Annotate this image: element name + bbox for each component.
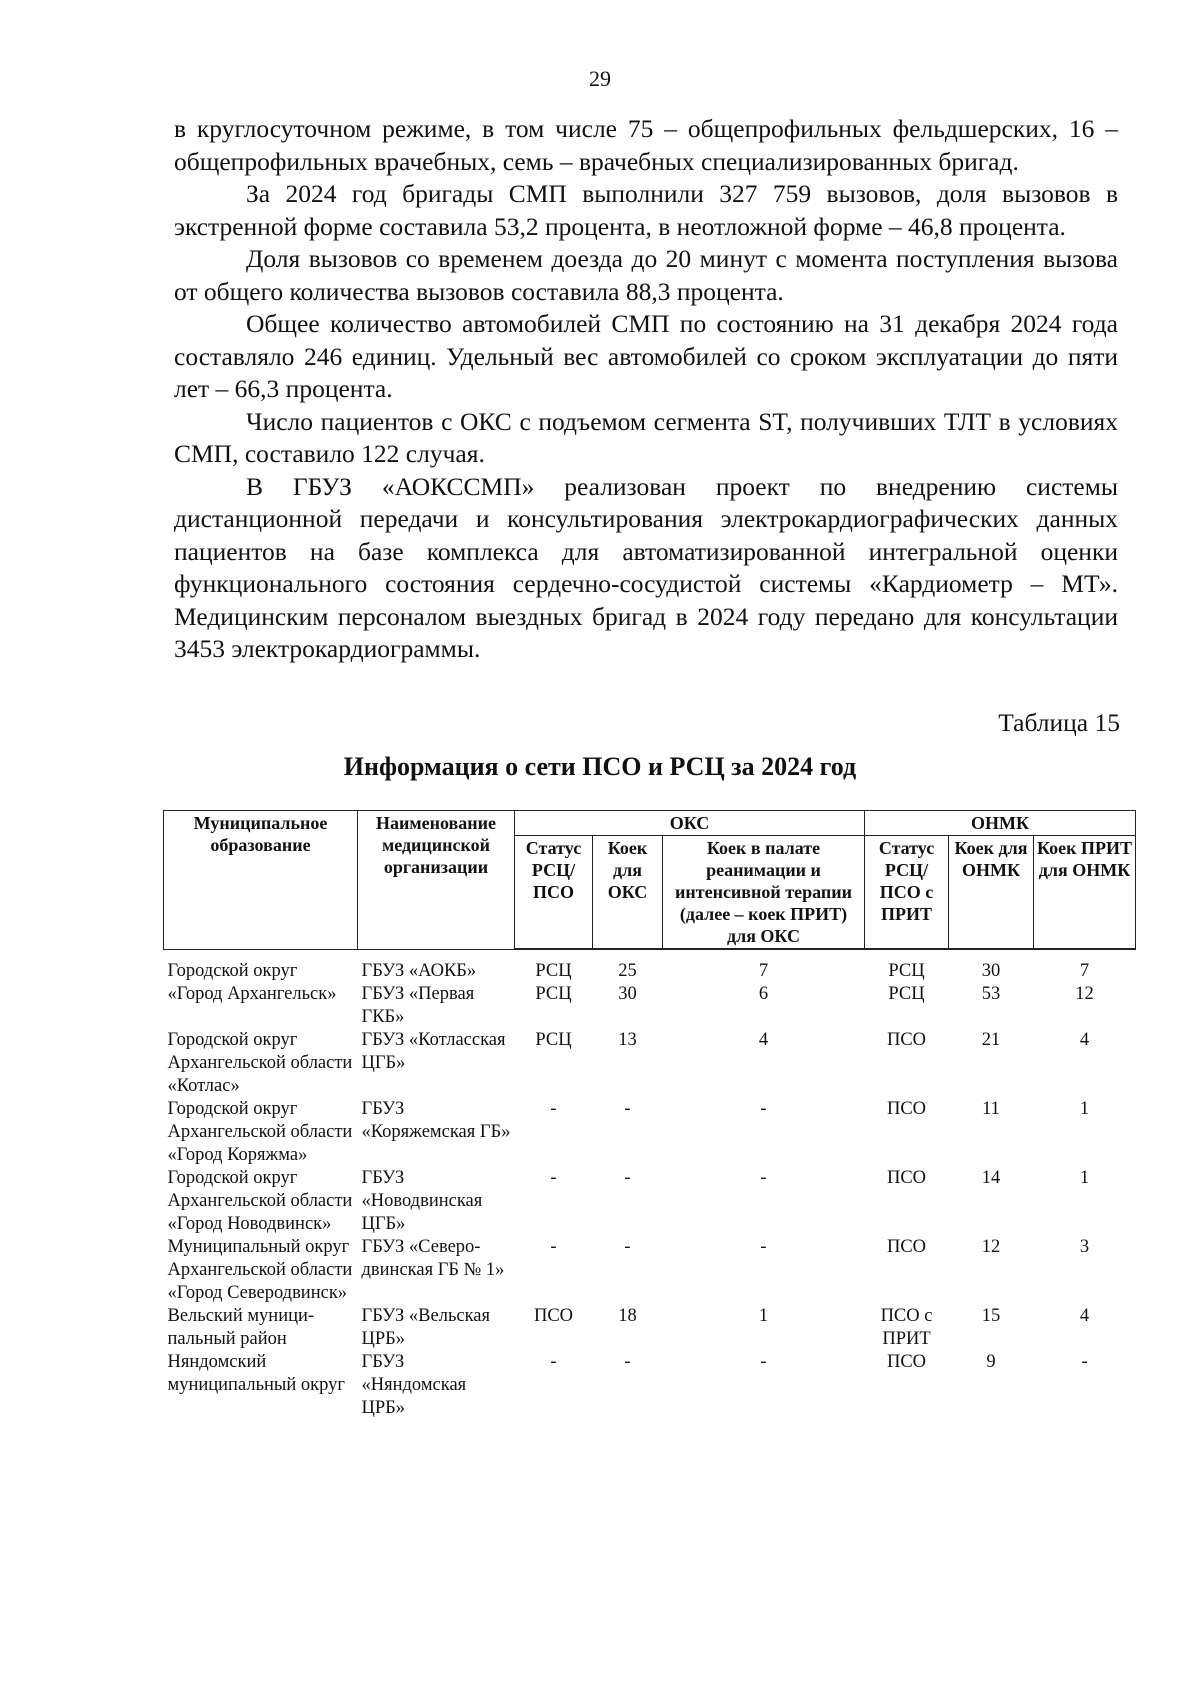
cell-oks-status: - <box>550 1237 557 1257</box>
cell-oks-beds: 13 <box>618 1030 637 1050</box>
table-row <box>164 1029 1136 1098</box>
cell-oks-status: РСЦ <box>535 1030 572 1050</box>
paragraph: За 2024 год бригады СМП выполнили 327 759 вызовов, доля вызовов в экстренной форме составила 53,2 процента, в неотложной форме – 46,8 процента. <box>174 179 1118 241</box>
paragraph: Общее количество автомобилей СМП по состоянию на 31 декабря 2024 года составляло 246 единиц. Удельный вес автомобилей со сроком эксплуатации до пяти лет – 66,3 процента. <box>174 309 1118 403</box>
cell-onmk-beds: 53 <box>981 984 1001 1004</box>
cell-onmk-beds: 12 <box>981 1237 1001 1257</box>
cell-municipality: Городской округ Архангельской области «Котлас» <box>167 1030 353 1096</box>
cell-onmk-beds: 21 <box>981 1030 1001 1050</box>
paragraph: В ГБУЗ «АОКССМП» реализован проект по внедрению системы дистанционной передачи и консультирования электрокардиографических данных пациентов на базе комплекса для автоматизированной интегральной оценки функционального состояния сердечно-сосудистой системы «Кардиометр – МТ». Медицинским персоналом выездных бригад в 2024 году передано для консультации 3453 электрокардиограммы. <box>174 471 1118 663</box>
table-label: Таблица 15 <box>998 708 1120 737</box>
cell-municipality: Няндомский муниципальный округ <box>167 1352 345 1395</box>
cell-organization: ГБУЗ «Первая ГКБ» <box>361 984 475 1027</box>
header-oks-group: ОКС <box>515 811 865 836</box>
header-onmk-group: ОНМК <box>865 811 1136 836</box>
cell-oks-beds: 30 <box>618 984 637 1004</box>
cell-oks-status: ПСО <box>533 1306 574 1326</box>
cell-oks-status: - <box>550 1352 557 1372</box>
cell-oks-beds: - <box>624 1352 631 1372</box>
table-row <box>164 1305 1136 1351</box>
cell-oks-icu-beds: 4 <box>758 1030 769 1050</box>
cell-onmk-status: ПСО <box>886 1168 927 1188</box>
cell-organization: ГБУЗ «Северо-двинская ГБ № 1» <box>361 1237 505 1280</box>
cell-organization: ГБУЗ «Няндомская ЦРБ» <box>361 1352 467 1418</box>
cell-oks-icu-beds: - <box>760 1099 767 1119</box>
table-title: Информация о сети ПСО и РСЦ за 2024 год <box>343 752 857 781</box>
header-oks-icu-beds: Коек в палате реанимации и интенсивной терапии (далее – коек ПРИТ) для ОКС <box>663 836 865 950</box>
cell-oks-icu-beds: - <box>760 1352 767 1372</box>
cell-oks-beds: - <box>624 1237 631 1257</box>
header-onmk-icu-beds: Коек ПРИТ для ОНМК <box>1034 836 1136 950</box>
cell-onmk-beds: 15 <box>981 1306 1001 1326</box>
cell-municipality: Муниципальный округ Архангельской области «Город Северодвинск» <box>167 1237 353 1303</box>
cell-onmk-beds: 14 <box>981 1168 1001 1188</box>
cell-onmk-icu-beds: 12 <box>1075 984 1094 1004</box>
cell-oks-icu-beds: - <box>760 1168 767 1188</box>
table-row <box>164 1236 1136 1305</box>
cell-onmk-beds: 9 <box>986 1352 996 1372</box>
cell-oks-beds: - <box>624 1168 631 1188</box>
cell-onmk-icu-beds: 4 <box>1079 1306 1090 1326</box>
cell-organization: ГБУЗ «Котласская ЦГБ» <box>361 1030 506 1073</box>
cell-municipality: Городской округ «Город Архангельск» <box>167 960 337 1004</box>
cell-municipality: Городской округ Архангельской области «Город Коряжма» <box>167 1099 353 1165</box>
cell-onmk-status: ПСО <box>886 1237 927 1257</box>
cell-organization: ГБУЗ «Вельская ЦРБ» <box>361 1306 491 1349</box>
cell-onmk-status: ПСО <box>886 1099 927 1119</box>
cell-oks-icu-beds: 6 <box>758 984 769 1004</box>
cell-organization: ГБУЗ «Новодвинская ЦГБ» <box>361 1168 483 1234</box>
cell-oks-icu-beds: 1 <box>758 1306 769 1326</box>
cell-onmk-icu-beds: 4 <box>1079 1030 1090 1050</box>
cell-onmk-status: РСЦ <box>888 984 925 1004</box>
cell-onmk-status: ПСО с ПРИТ <box>880 1306 933 1349</box>
table-row <box>164 1098 1136 1167</box>
paragraph: Число пациентов с ОКС с подъемом сегмента ST, получивших ТЛТ в условиях СМП, составило 122 случая. <box>174 406 1118 468</box>
pso-rsc-table <box>163 810 1136 1420</box>
table-row <box>164 949 1136 983</box>
header-oks-beds: Коек для ОКС <box>593 836 663 950</box>
cell-municipality: Городской округ Архангельской области «Город Новодвинск» <box>167 1168 353 1234</box>
cell-onmk-icu-beds: 7 <box>1079 961 1090 981</box>
page-number: 29 <box>589 66 611 91</box>
cell-organization: ГБУЗ «АОКБ» <box>361 960 477 981</box>
cell-onmk-icu-beds: 1 <box>1079 1168 1090 1188</box>
cell-oks-beds: 18 <box>618 1306 637 1326</box>
cell-oks-icu-beds: - <box>760 1237 767 1257</box>
cell-oks-status: - <box>550 1099 557 1119</box>
paragraph: Доля вызовов со временем доезда до 20 минут с момента поступления вызова от общего количества вызовов составила 88,3 процента. <box>174 244 1118 306</box>
cell-onmk-icu-beds: - <box>1081 1352 1088 1372</box>
cell-onmk-beds: 11 <box>982 1099 1000 1119</box>
header-organization: Наименование медицинской организации <box>358 811 515 950</box>
table-row <box>164 1167 1136 1236</box>
paragraph: в круглосуточном режиме, в том числе 75 – общепрофильных фельдшерских, 16 – общепрофильных врачебных, семь – врачебных специализированных бригад. <box>174 114 1118 176</box>
header-onmk-status: Статус РСЦ/ ПСО с ПРИТ <box>865 836 949 950</box>
cell-onmk-icu-beds: 1 <box>1079 1099 1090 1119</box>
cell-onmk-status: ПСО <box>886 1352 927 1372</box>
cell-onmk-status: РСЦ <box>888 961 925 981</box>
cell-oks-beds: - <box>624 1099 631 1119</box>
cell-oks-status: РСЦ <box>535 984 572 1004</box>
cell-oks-status: РСЦ <box>535 961 572 981</box>
cell-onmk-icu-beds: 3 <box>1079 1237 1090 1257</box>
cell-municipality: Вельский муници-пальный район <box>167 1306 315 1349</box>
cell-oks-status: - <box>550 1168 557 1188</box>
header-onmk-beds: Коек для ОНМК <box>949 836 1034 950</box>
cell-onmk-beds: 30 <box>981 961 1001 981</box>
cell-oks-icu-beds: 7 <box>758 961 769 981</box>
cell-oks-beds: 25 <box>618 961 637 981</box>
cell-onmk-status: ПСО <box>886 1030 927 1050</box>
table-row <box>164 1351 1136 1420</box>
header-oks-status: Статус РСЦ/ ПСО <box>515 836 593 950</box>
cell-organization: ГБУЗ «Коряжемская ГБ» <box>361 1099 511 1142</box>
body-text <box>174 113 1118 666</box>
header-municipality: Муниципальное образование <box>164 811 358 950</box>
